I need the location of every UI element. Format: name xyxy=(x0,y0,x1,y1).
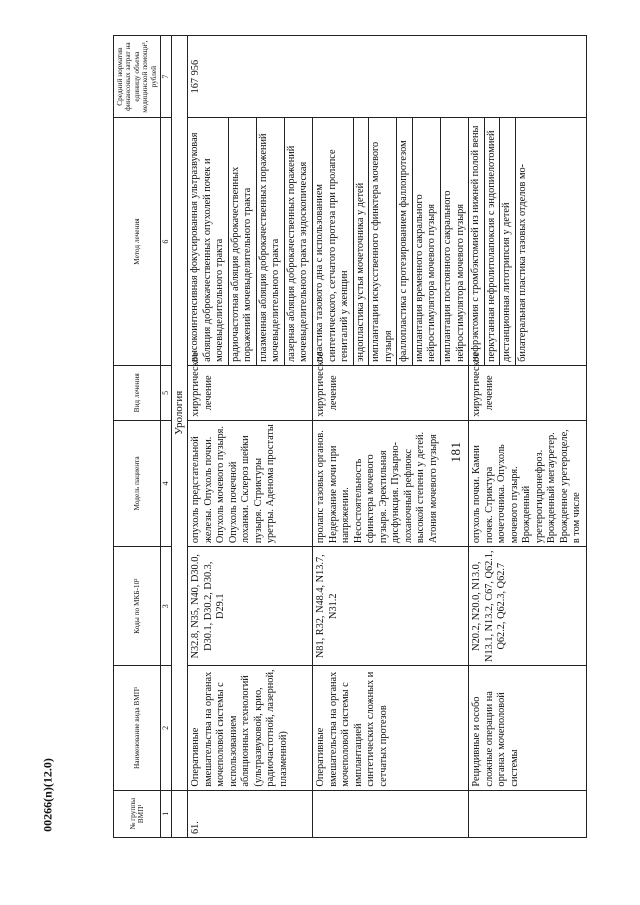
method-item: имплантация искусственного сфинктера мочевого пузыря xyxy=(369,118,397,365)
method-item: нефрэктомия с тромбэктомией из нижней полой вены xyxy=(469,118,485,365)
column-number: 6 xyxy=(160,118,171,366)
method-item: лазерная абляция доброкачественных поражений мочевыделительного тракта эндоскопическая xyxy=(285,145,310,362)
column-number: 5 xyxy=(160,365,171,420)
column-number-row xyxy=(160,36,171,838)
column-number: 4 xyxy=(160,420,171,546)
method-item: дистанционная литотрипсия у детей xyxy=(500,118,516,365)
treatment-type-cell: хирургическое лечение xyxy=(313,365,469,420)
table-row xyxy=(313,36,469,838)
document-code: 00266(n)(12.0) xyxy=(40,758,55,832)
patient-model-cell: пролапс тазовых органов. Недержание мочи при напряжении. Несостоятельность сфинктера мочевого пузыря. Эректильная дисфункция. Пузырно-лоханочный рефлюкс высокой степени у детей. Атония мочевого пузыря xyxy=(313,420,469,546)
column-number: 1 xyxy=(160,790,171,837)
section-spacer xyxy=(171,790,187,837)
header-row xyxy=(114,36,161,838)
header-vmp-name: Наименование вида ВМП¹ xyxy=(114,666,161,790)
treatment-methods-cell xyxy=(313,118,469,366)
header-icd-codes: Коды по МКБ-10² xyxy=(114,547,161,666)
group-number-cell xyxy=(313,790,469,837)
method-item: перкутанная нефролитолапоксия с эндопиелотомией xyxy=(485,118,501,365)
avg-cost-cell: 167 956 xyxy=(188,36,587,118)
group-number-cell xyxy=(469,790,587,837)
vmp-name-cell: Оперативные вмешательства на органах мочеполовой системы с использованием абляционных технологий (ультразвуковой, крио, радиочастотной, лазерной, плазменной) xyxy=(188,666,313,790)
patient-model-cell: опухоль предстательной железы. Опухоль почки. Опухоль мочевого пузыря. Опухоль почечной лоханки. Склероз шейки пузыря. Стриктуры уретры. Аденома простаты xyxy=(188,420,313,546)
vmp-name-cell: Рецидивные и особо сложные операции на органах мочеполовой системы xyxy=(469,666,587,790)
method-item: радиочастотная абляция доброкачественных поражений мочевыделительного тракта xyxy=(229,118,257,365)
column-number: 7 xyxy=(160,36,171,118)
column-number: 3 xyxy=(160,547,171,666)
group-number-cell: 61. xyxy=(188,790,313,837)
method-item: эндопластика устья мочеточника у детей xyxy=(354,118,370,365)
icd-codes-cell: N81, R32, N48.4, N13.7, N31.2 xyxy=(313,547,469,666)
method-item: пластика тазового дна с использованием синтетического, сетчатого протеза при пролапсе гениталий у женщин xyxy=(313,118,354,365)
page-number: 181 xyxy=(448,441,463,463)
header-treatment-type: Вид лечения xyxy=(114,365,161,420)
header-group-no: № группы ВМП¹ xyxy=(114,790,161,837)
column-number: 2 xyxy=(160,666,171,790)
treatment-type-cell: хирургическое лечение xyxy=(469,365,587,420)
header-treatment-method: Метод лечения xyxy=(114,118,161,366)
treatment-methods-cell xyxy=(188,118,313,366)
patient-model-cell: опухоль почки. Камни почек. Стриктура мочеточника. Опухоль мочевого пузыря. Врожденный уретерогидронефроз. Врожденный мегауретер. Врожденное уретероцеле, в том числе xyxy=(469,420,587,546)
method-item: фаллопластика с протезированием фаллопротезом xyxy=(397,118,413,365)
treatment-type-cell: хирургическое лечение xyxy=(188,365,313,420)
method-item: имплантация временного сакрального нейростимулятора мочевого пузыря xyxy=(413,118,441,365)
method-item: высокоинтенсивная фокусированная ультразвуковая абляция доброкачественных опухолей почек и мочевыделительного тракта xyxy=(188,118,229,365)
vmp-name-cell: Оперативные вмешательства на органах мочеполовой системы с имплантацией синтетических сложных и сетчатых протезов xyxy=(313,666,469,790)
table-row xyxy=(188,36,313,838)
treatment-methods-cell xyxy=(469,118,587,366)
section-title: Урология xyxy=(171,36,187,791)
icd-codes-cell: N32.8, N35, N40, D30.0, D30.1, D30.2, D30.3, D29.1 xyxy=(188,547,313,666)
rotated-table-sheet xyxy=(113,35,631,838)
header-patient-model: Модель пациента xyxy=(114,420,161,546)
table-row xyxy=(469,36,587,838)
section-row xyxy=(171,36,187,838)
vmp-table xyxy=(113,35,587,838)
method-item: билатеральная пластика тазовых отделов мо- xyxy=(516,163,528,362)
icd-codes-cell: N20.2, N20.0, N13.0, N13.1, N13.2, C67, Q62.1, Q62.2, Q62.3, Q62.7 xyxy=(469,547,587,666)
method-item: плазменная абляция доброкачественных поражений мочевыделительного тракта xyxy=(257,118,285,365)
method-item: имплантация постоянного сакрального нейростимулятора мочевого пузыря xyxy=(441,190,466,362)
header-avg-cost: Средний норматив финансовых затрат на единицу объема медицинской помощи³, рублей xyxy=(114,36,161,118)
